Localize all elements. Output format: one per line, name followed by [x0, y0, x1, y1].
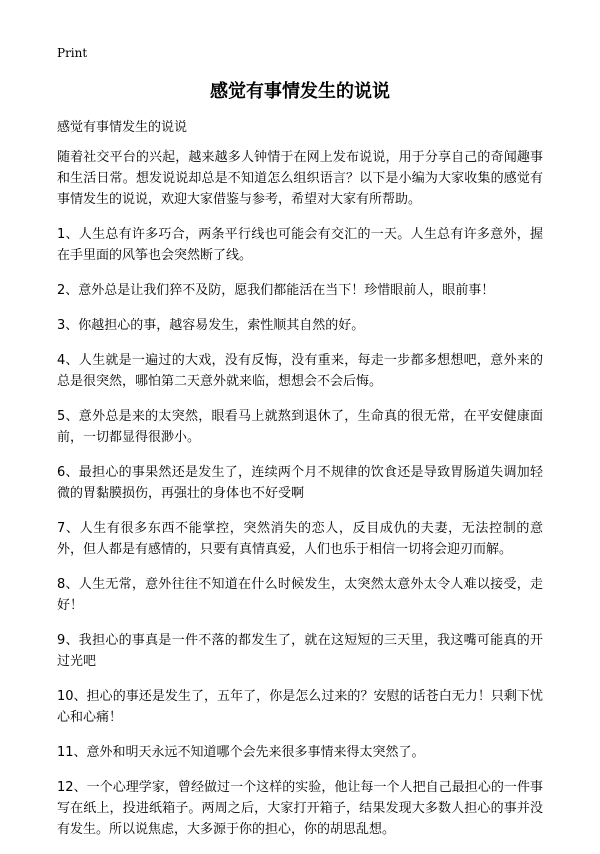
- list-item-1: 1、人生总有许多巧合，两条平行线也可能会有交汇的一天。人生总有许多意外，握在手里面的风筝也会突然断了线。: [57, 227, 543, 263]
- list-item-6: 6、最担心的事果然还是发生了，连续两个月不规律的饮食还是导致胃肠道失调加轻微的胃黏膜损伤，再强壮的身体也不好受啊: [57, 465, 543, 501]
- list-item-8: 8、人生无常，意外往往不知道在什么时候发生，太突然太意外太令人难以接受，走好！: [57, 577, 543, 613]
- list-item-11: 11、意外和明天永远不知道哪个会先来很多事情来得太突然了。: [57, 745, 425, 760]
- list-item-3: 3、你越担心的事，越容易发生，索性顺其自然的好。: [57, 318, 365, 333]
- article-subtitle: 感觉有事情发生的说说: [57, 120, 188, 135]
- article-title: 感觉有事情发生的说说: [210, 81, 390, 102]
- list-item-7: 7、人生有很多东西不能掌控，突然消失的恋人，反目成仇的夫妻，无法控制的意外，但人都是有感情的，只要有真情真爱，人们也乐于相信一切将会迎刃而解。: [57, 521, 543, 557]
- list-item-12: 12、一个心理学家，曾经做过一个这样的实验，他让每一个人把自己最担心的一件事写在纸上，投进纸箱子。两周之后，大家打开箱子，结果发现大多数人担心的事并没有发生。所以说焦虑，大多源于你的担心，你的胡思乱想。: [57, 780, 543, 837]
- article-body: [57, 147, 543, 854]
- list-item-2: 2、意外总是让我们猝不及防，愿我们都能活在当下！珍惜眼前人，眼前事！: [57, 283, 495, 298]
- list-item-10: 10、担心的事还是发生了，五年了，你是怎么过来的？安慰的话苍白无力！只剩下忧心和心痛！: [57, 689, 543, 725]
- print-link[interactable]: Print: [57, 46, 88, 60]
- list-item-5: 5、意外总是来的太突然，眼看马上就熬到退休了，生命真的很无常，在平安健康面前，一切都显得很渺小。: [57, 409, 543, 445]
- list-item-9: 9、我担心的事真是一件不落的都发生了，就在这短短的三天里，我这嘴可能真的开过光吧: [57, 633, 543, 669]
- list-item-4: 4、人生就是一遍过的大戏，没有反悔，没有重来，每走一步都多想想吧，意外来的总是很突然，哪怕第二天意外就来临，想想会不会后悔。: [57, 353, 543, 389]
- intro-paragraph: 随着社交平台的兴起，越来越多人钟情于在网上发布说说，用于分享自己的奇闻趣事和生活日常。想发说说却总是不知道怎么组织语言？以下是小编为大家收集的感觉有事情发生的说说，欢迎大家借鉴与参考，希望对大家有所帮助。: [57, 150, 543, 207]
